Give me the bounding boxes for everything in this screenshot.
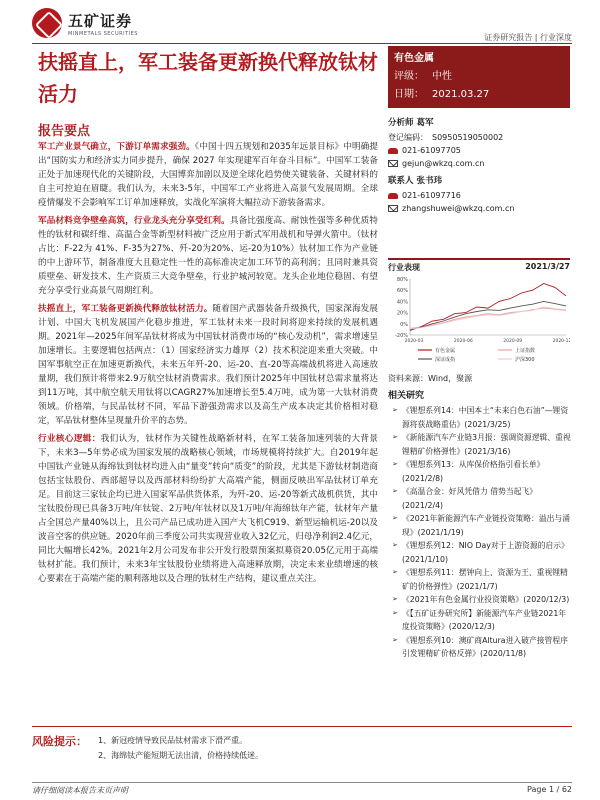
brand-logo bbox=[32, 8, 138, 38]
paragraph-text: 《中国十四五规划和2035年远景目标》中明确提出“国防实力和经济实力同步提升，确保 2027 年实现建军百年奋斗目标”。中国军工装备正处于加速现代化的关键阶段，大国博弈加剧以及逆全球化趋势使关键装备、关键材料的自主可控迫在眉睫。我们认为，未来3-5年，中国军工产业将进入高景气发展周期。全球疫情爆发不会影响军工订单加速释放，实战化军演将大幅拉动下游装备需求。 bbox=[38, 142, 378, 208]
phone-icon bbox=[388, 148, 398, 154]
chart-date: 2021/3/27 bbox=[525, 262, 570, 271]
brand-name-en: MINMETALS SECURITIES bbox=[68, 30, 138, 37]
related-list bbox=[392, 404, 572, 661]
analyst-phone: 021-61097705 bbox=[402, 146, 461, 155]
email-icon bbox=[388, 205, 398, 212]
x-tick-label: 2020-12 bbox=[552, 339, 570, 344]
paragraph-text: 我们认为，钛材作为关键性战略新材料，在军工装备加速列装的大背景下，未来3—5年势必成为国家发展的战略核心领域，市场规模将持续扩大。自2019年起中国钛产业链从海绵钛到钛材均进入由“量变”转向“质变”的阶段，尤其是下游钛材制造商包括宝钛股份、西部超导以及西部材料纷纷扩大高端产能，侧面反映出军品钛材订单充足。目前这三家钛企均已进入国家军品供货体系，为歼-20、运-20等新式战机供货，其中宝钛股份现已具备3万吨/年钛锭、2万吨/年钛材以及1万吨/年海绵钛年产能，钛材年产量占全国总产量40%以上，且公司产品已成功进入国产大飞机C919、新型运输机运-20以及波音空客的供应链。2020年前三季度公司共实现营业收入32亿元，归母净利润2.4亿元，同比大幅增长42%。2021年2月公司发布非公开发行股票预案拟募资20.05亿元用于高端钛材扩能。我们预计，未来3年宝钛股份业绩将进入高速释放期，决定未来业绩增速的核心要素在于高端产能的顺利落地以及合理的钛材生产结构，建议重点关注。 bbox=[38, 434, 378, 584]
chart-title: 行业表现 bbox=[388, 263, 420, 272]
contact-title: 联系人 张书玮 bbox=[388, 176, 442, 186]
series-line bbox=[410, 307, 566, 329]
info-box bbox=[388, 46, 570, 108]
page-number: Page 1 / 62 bbox=[527, 785, 572, 794]
paragraph-text: 随着国产武器装备升级换代，国家深海发展计划、中国大飞机发展国产化稳步推进，军工钛材未来一段时间将迎来持续的发展机遇期。2021年—2025年间军品钛材将成为中国钛材消费市场的“核心发动机”，需求增速呈加速增长。主要逻辑包括两点：（1）国家经济实力雄厚（2）技术积淀迎来重大突破。中国军事航空正在加速更新换代，未来五年歼-20、运-20、直-20等高端战机将进入高速放量期，我们预计将带来2.9万航空钛材消费需求。我们预计2025年中国钛材总需求量将达到11万吨，其中航空航天用钛将以CAGR27%加速增长至5.4万吨，成为第一大钛材消费领域。价格端，与民品钛材不同，军品下游强劲需求以及高生产成本决定其价格相对稳定，军品钛材整体呈现量升价平的态势。 bbox=[38, 304, 378, 426]
footer-note: 请仔细阅读本报告末页声明 bbox=[32, 786, 128, 795]
reg-label: 登记编码： bbox=[388, 133, 428, 142]
header-divider bbox=[32, 43, 572, 44]
related-item[interactable]: ➢ 《2021年新能源汽车产业链投资策略：溢出与涌现》(2021/1/19) bbox=[392, 512, 572, 539]
legend-label: 沪深300 bbox=[515, 357, 535, 363]
rating-value: 中性 bbox=[432, 71, 452, 82]
analyst-panel bbox=[388, 116, 570, 215]
analyst-email[interactable]: gejun@wkzq.com.cn bbox=[402, 159, 485, 168]
date-value: 2021.03.27 bbox=[432, 89, 490, 100]
related-title: 相关研究 bbox=[388, 391, 425, 401]
related-item[interactable]: ➢ 《锂想系列12：NIO Day对于上游资源的启示》(2021/1/10) bbox=[392, 539, 572, 566]
related-item[interactable]: ➢ 《高温合金：好风凭借力 借势当起飞》(2021/2/4) bbox=[392, 485, 572, 512]
legend-label: 有色金属 bbox=[435, 348, 456, 354]
paragraph bbox=[38, 214, 378, 298]
paragraph bbox=[38, 302, 378, 428]
rating-label: 评级： bbox=[394, 71, 424, 82]
x-tick-label: 2020-09 bbox=[503, 339, 523, 344]
brand-name-cn: 五矿证券 bbox=[68, 11, 133, 30]
contact-phone: 021-61097716 bbox=[402, 191, 461, 200]
paragraph-lead: 扶摇直上，军工装备更新换代释放钛材活力。 bbox=[38, 304, 213, 314]
x-tick-label: 2020-03 bbox=[404, 339, 424, 344]
paragraph-lead: 军工产业景气确立，下游订单需求强劲。 bbox=[38, 142, 195, 152]
y-tick-label: 60% bbox=[396, 288, 408, 295]
y-tick-label: 40% bbox=[396, 299, 408, 306]
analyst-title: 分析师 葛军 bbox=[388, 118, 434, 128]
paragraph bbox=[38, 140, 378, 210]
chart-canvas bbox=[388, 273, 570, 367]
report-title: 扶摇直上，军工装备更新换代释放钛材活力 bbox=[38, 50, 378, 106]
y-tick-label: 20% bbox=[396, 310, 408, 317]
legend-label: 上证指数 bbox=[515, 348, 536, 354]
chart-source: 资料来源：Wind，聚源 bbox=[388, 374, 473, 383]
paragraph-lead: 军品材料竞争壁垒高筑，行业龙头充分享受红利。 bbox=[38, 216, 230, 226]
paragraph-text: 具备比强度高、耐蚀性强等多种优质特性的钛材和碳纤维、高温合金等新型材料被广泛应用于新式军用战机和导弹火箭中。（钛材占比：F-22为 41%、F-35为27%、歼-20为20%、运-20为10%）钛材加工作为产业链的中上游环节，制备准度大且稳定性一性的高标准决定加工环节的高利润；且同时兼具资质壁垒、研发技术、生产资质三大竞争壁垒，行业护城河较宽。龙头企业地位稳固、有望充分享受行业高景气周期红利。 bbox=[38, 216, 378, 296]
logo-icon bbox=[32, 8, 62, 38]
y-tick-label: -20% bbox=[395, 333, 408, 339]
related-item[interactable]: ➢ 《锂想系列14：中国本土“未来白色石油”—锂资源将获战略重估》(2021/3/25) bbox=[392, 404, 572, 431]
related-item[interactable]: ➢ 《锂想系列13：从库保价格指引看长单》(2021/2/8) bbox=[392, 458, 572, 485]
sector-label: 有色金属 bbox=[394, 53, 434, 64]
related-item[interactable]: ➢ 《【五矿证券研究所】新能源汽车产业链2021年度投资策略》(2020/12/3) bbox=[392, 607, 572, 634]
y-tick-label: 80% bbox=[396, 277, 408, 283]
contact-email[interactable]: zhangshuwei@wkzq.com.cn bbox=[402, 204, 515, 213]
email-icon bbox=[388, 160, 398, 167]
main-body bbox=[38, 140, 378, 590]
reg-code: S0950519050002 bbox=[432, 133, 504, 142]
section-title: 报告要点 bbox=[38, 124, 91, 139]
footer bbox=[32, 782, 572, 796]
paragraph-lead: 行业核心逻辑： bbox=[38, 434, 101, 444]
related-item[interactable]: ➢ 《锂想系列10：澳矿商Altura进入破产接管程序引发锂精矿价格反弹》(2020/11/8) bbox=[392, 634, 572, 661]
phone-icon bbox=[388, 193, 398, 199]
risk-section bbox=[32, 726, 572, 763]
paragraph bbox=[38, 432, 378, 586]
report-type: 证券研究报告 | 行业深度 bbox=[484, 33, 572, 42]
y-tick-label: 0% bbox=[400, 321, 408, 328]
risk-item: 1、新冠疫情导致民品钛材需求下滑严重。 bbox=[98, 736, 248, 745]
legend-label: 深证成指 bbox=[435, 357, 456, 363]
industry-chart bbox=[388, 258, 570, 368]
x-tick-label: 2020-06 bbox=[453, 339, 473, 344]
related-item[interactable]: ➢ 《新能源汽车产业链3月报：强调资源逻辑、重视锂精矿价格弹性》(2021/3/16) bbox=[392, 431, 572, 458]
analyst-reg bbox=[388, 131, 570, 144]
date-label: 日期： bbox=[394, 89, 424, 100]
risk-title: 风险提示： bbox=[32, 735, 87, 748]
related-item[interactable]: ➢ 《2021年有色金属行业投资策略》(2020/12/3) bbox=[392, 593, 572, 607]
related-item[interactable]: ➢ 《锂想系列11：摆钟向上、资源为王、重视锂精矿的价格弹性》(2021/1/7) bbox=[392, 566, 572, 593]
risk-item: 2、海绵钛产能短期无法出清，价格持续低迷。 bbox=[98, 751, 264, 760]
